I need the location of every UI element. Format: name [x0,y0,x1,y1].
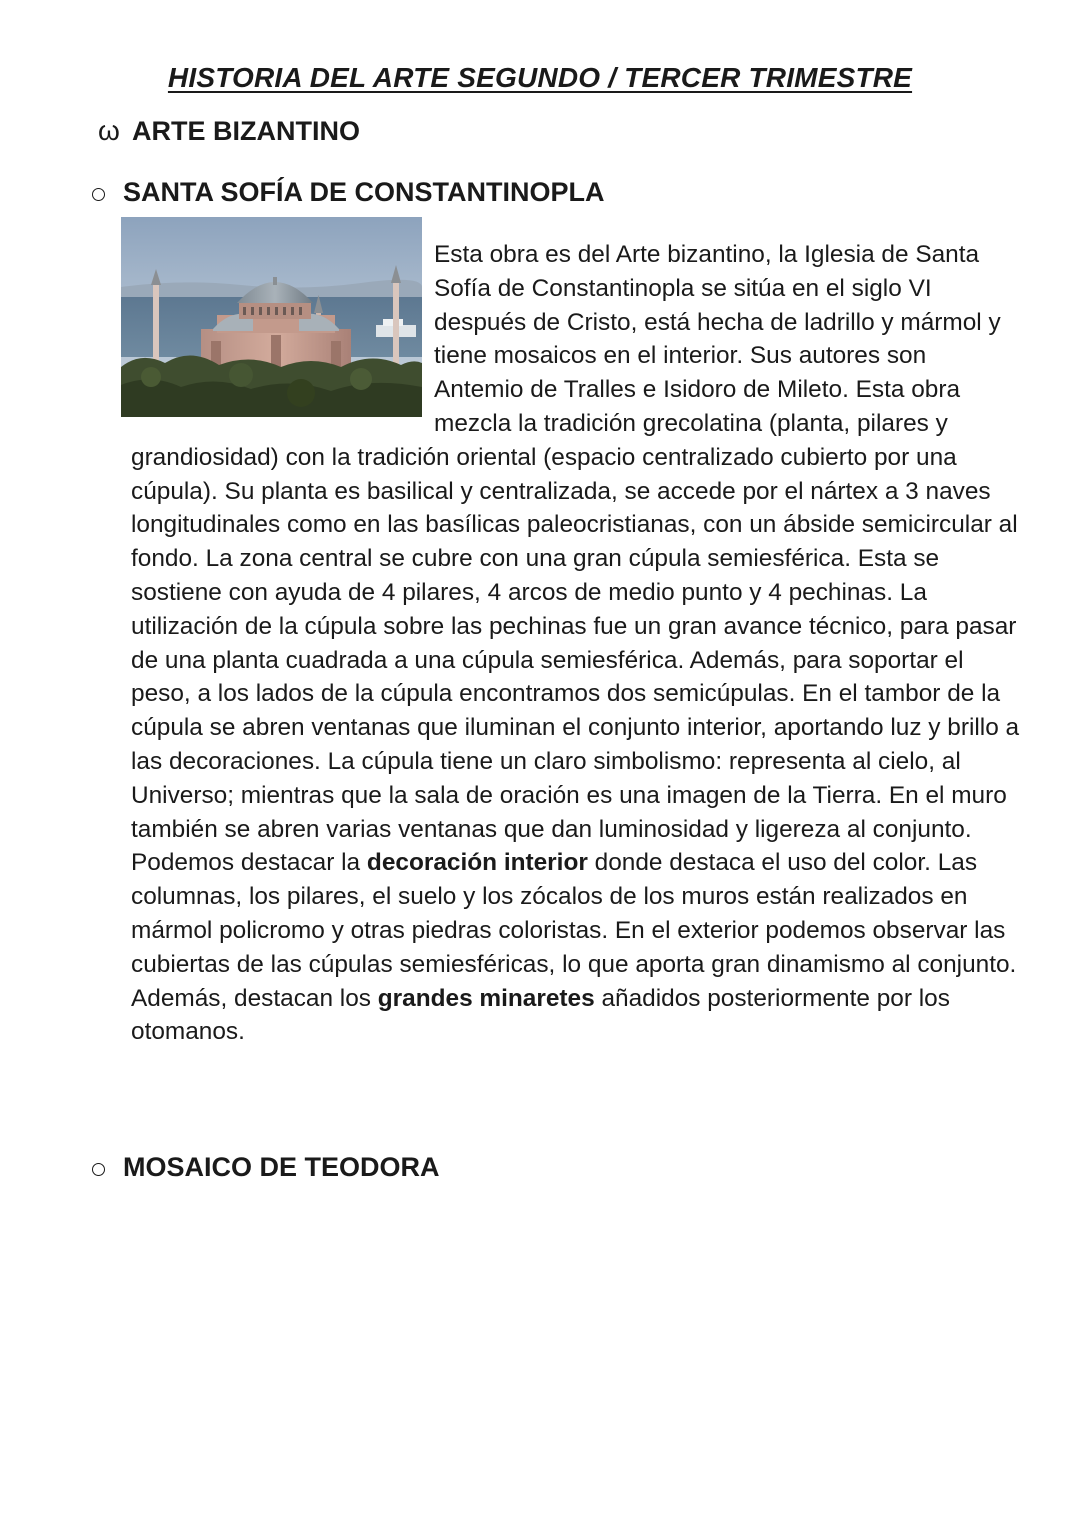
page-title: HISTORIA DEL ARTE SEGUNDO / TERCER TRIMESTRE [167,62,913,93]
circle-bullet-icon [92,188,105,201]
topic-heading-label: MOSAICO DE TEODORA [123,1152,440,1182]
omega-bullet-icon: ω [98,115,120,146]
circle-bullet-icon [92,1163,105,1176]
topic-heading-santa-sofia [92,177,605,208]
description-text-part-1: Esta obra es del Arte bizantino, la Iglesia de Santa Sofía de Constantinopla se sitúa en el siglo VI después de Cristo, está hecha de ladrillo y mármol y tiene mosaicos en el interior. Sus autores son Antemio de Tralles e Isidoro de Mileto. Esta obra mezcla la tradición grecolatina (planta, pilares y grandiosidad) con la tradición oriental (espacio centralizado cubierto por una cúpula). Su planta es basilical y centralizada, se accede por el nártex a 3 naves longitudinales como en las basílicas paleocristianas, con un ábside semicircular al fondo. La zona central se cubre con una gran cúpula semiesférica. Esta se sostiene con ayuda de 4 pilares, 4 arcos de medio punto y 4 pechinas. La utilización de la cúpula sobre las pechinas fue un gran avance técnico, para pasar de una planta cuadrada a una cúpula semiesférica. Además, para soportar el peso, a los lados de la cúpula encontramos dos semicúpulas. En el tambor de la cúpula se abren ventanas que iluminan el conjunto interior, aportando luz y brillo a las decoraciones. La cúpula tiene un claro simbolismo: representa al cielo, al Universo; mientras que la sala de oración es una imagen de la Tierra. En el muro también se abren varias ventanas que dan luminosidad y ligereza al conjunto. Podemos destacar la [131,241,1020,877]
description-text-part-3: añadidos posteriormente por los otomanos. [131,984,950,1046]
image-wrap-spacer [131,238,434,408]
section-heading [98,115,360,147]
topic-heading-mosaico-teodora [92,1152,440,1183]
description-text-part-2: donde destaca el uso del color. Las columnas, los pilares, el suelo y los zócalos de los muros están realizados en mármol policromo y otras piedras coloristas. En el exterior podemos observar las cubiertas de las cúpulas semiesféricas, lo que aporta gran dinamismo al conjunto. Además, destacan los [131,849,1017,1012]
section-heading-label: ARTE BIZANTINO [132,115,360,146]
highlight-decoracion-interior: decoración interior [366,849,588,877]
highlight-grandes-minaretes: grandes minaretes [377,984,595,1012]
topic-heading-label: SANTA SOFÍA DE CONSTANTINOPLA [123,177,605,207]
santa-sofia-description [131,238,1021,1049]
